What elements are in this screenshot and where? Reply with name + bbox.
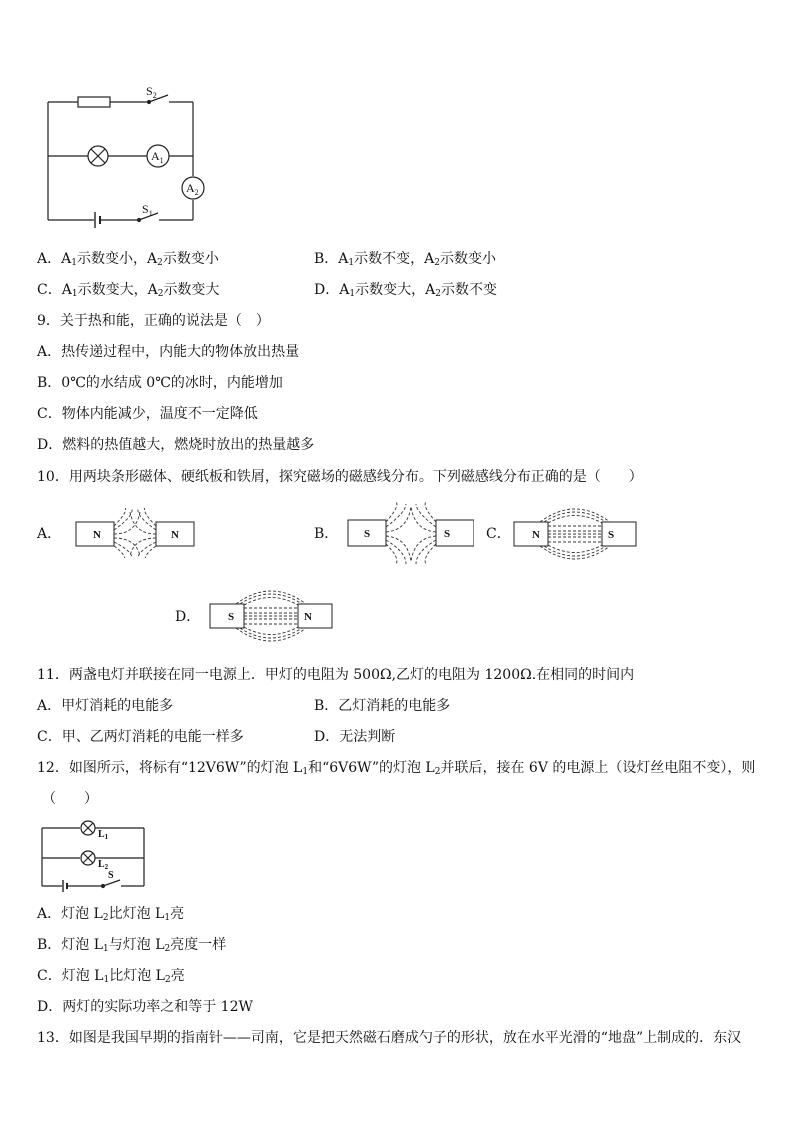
option-11a: A．甲灯消耗的电能多 (37, 698, 174, 714)
magnet-field-diagram-b (344, 502, 474, 564)
svg-text:A1: $A_1$ (151, 149, 164, 165)
option-8b: B．$A_1$示数不变，$A_2$示数变小 (314, 251, 497, 268)
option-8a: A．$A_1$示数变小，$A_2$示数变小 (37, 251, 219, 268)
option-9d: D．燃料的热值越大，燃烧时放出的热量越多 (37, 437, 315, 453)
svg-text:S: S (108, 870, 114, 881)
svg-text:L2: $L_2$ (98, 859, 109, 871)
svg-text:S2: $S_2$ (146, 84, 157, 100)
svg-text:N: N (304, 611, 312, 623)
question-12-stem: 12．如图所示，将标有“12V6W”的灯泡 $L_1$和“6V6W”的灯泡 $L_2$并联后，接在 6V 的电源上（设灯丝电阻不变），则 (37, 760, 756, 777)
option-11c: C．甲、乙两灯消耗的电能一样多 (37, 729, 244, 745)
svg-text:N: N (93, 529, 101, 541)
svg-text:S: S (444, 528, 451, 540)
option-12d: D．两灯的实际功率之和等于 12W (37, 999, 253, 1015)
svg-text:S1: $S_1$ (142, 202, 153, 218)
option-10a-label: A． (37, 526, 62, 542)
svg-text:S: S (228, 611, 235, 623)
svg-text:A2: $A_2$ (186, 181, 199, 197)
svg-text:S: S (608, 529, 615, 541)
option-12c: C．灯泡 $L_1$比灯泡 $L_2$亮 (37, 968, 185, 985)
magnet-field-diagram-a (70, 508, 200, 558)
question-11-stem: 11．两盏电灯并联接在同一电源上．甲灯的电阻为 500Ω,乙灯的电阻为 1200Ω.在相同的时间内 (37, 667, 635, 683)
magnet-field-diagram-c (512, 504, 638, 562)
option-11d: D．无法判断 (314, 729, 396, 745)
option-12b: B．灯泡 $L_1$与灯泡 $L_2$亮度一样 (37, 937, 227, 954)
option-12a: A．灯泡 $L_2$比灯泡 $L_1$亮 (37, 906, 185, 923)
option-11b: B．乙灯消耗的电能多 (314, 698, 451, 714)
option-9a: A．热传递过程中，内能大的物体放出热量 (37, 344, 300, 360)
svg-text:N: N (171, 529, 179, 541)
question-13-stem: 13．如图是我国早期的指南针——司南，它是把天然磁石磨成勺子的形状，放在水平光滑的“地盘”上制成的．东汉 (37, 1030, 742, 1046)
svg-text:S: S (364, 528, 371, 540)
resistor (78, 97, 110, 107)
option-8c: C．$A_1$示数变大，$A_2$示数变大 (37, 282, 220, 299)
option-9b: B．0℃的水结成 0℃的冰时，内能增加 (37, 375, 283, 391)
option-10b-label: B． (314, 526, 339, 542)
option-9c: C．物体内能减少，温度不一定降低 (37, 406, 258, 422)
svg-text:L1: $L_1$ (98, 829, 109, 841)
circuit-diagram-1 (38, 80, 218, 230)
option-10d-label: D． (175, 609, 201, 625)
option-10c-label: C． (486, 526, 511, 542)
question-10-stem: 10．用两块条形磁体、硬纸板和铁屑，探究磁场的磁感线分布。下列磁感线分布正确的是（ ） (37, 469, 643, 485)
question-9-stem: 9．关于热和能，正确的说法是（ ） (37, 313, 270, 329)
magnet-field-diagram-d (208, 586, 334, 644)
svg-text:N: N (532, 529, 540, 541)
question-12-answer-blank: （ ） (42, 791, 98, 807)
circuit-diagram-2 (36, 818, 152, 894)
option-8d: D．$A_1$示数变大，$A_2$示数不变 (314, 282, 497, 299)
